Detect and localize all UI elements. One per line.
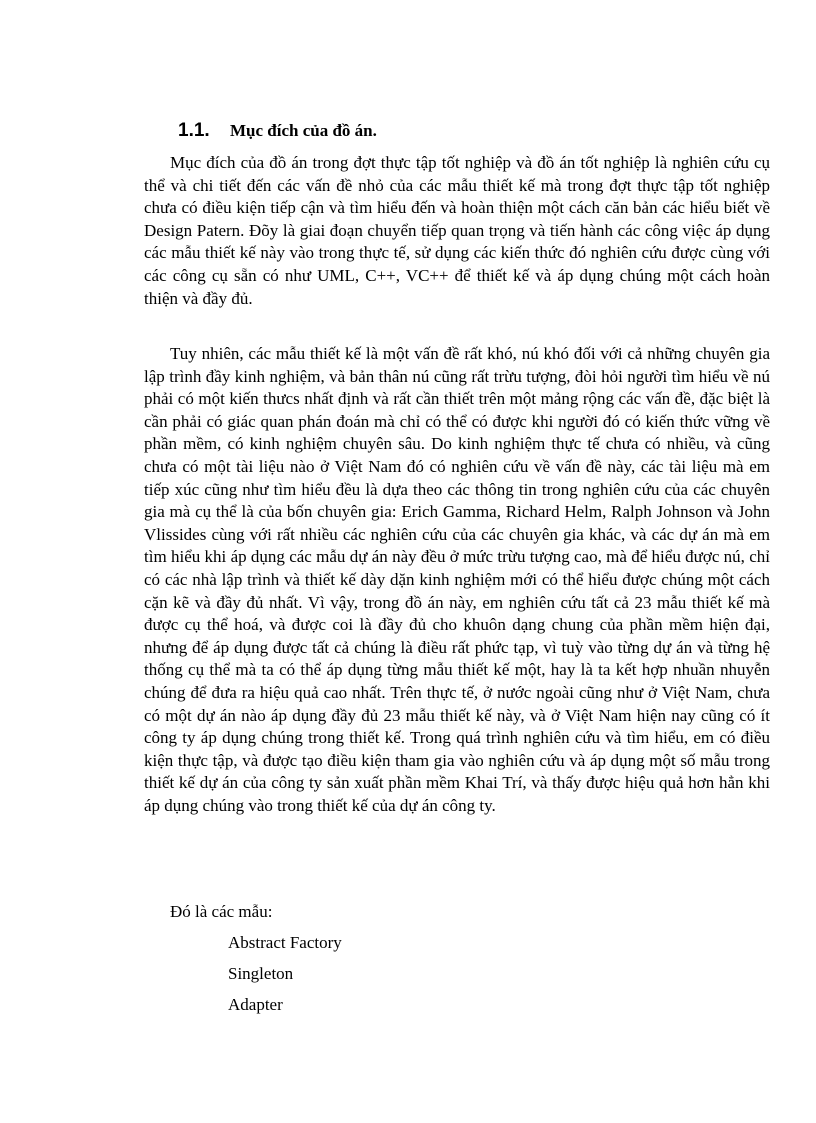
section-number: 1.1. — [178, 120, 210, 141]
section-heading — [178, 120, 377, 142]
list-item: Abstract Factory — [228, 933, 342, 952]
list-item: Adapter — [228, 995, 283, 1014]
pattern-list — [228, 932, 342, 1025]
paragraph-purpose: Mục đích của đồ án trong đợt thực tập tốt nghiệp và đồ án tốt nghiệp là nghiên cứu cụ thể và chi tiết đến các vấn đề nhỏ của các mẫu thiết kế mà trong đợt thực tập tốt nghiệp chưa có điều kiện tiếp cận và tìm hiểu đến và hoàn thiện một cách căn bản các hiểu biết về Design Patern. Đõy là giai đoạn chuyển tiếp quan trọng và tiến hành các công việc áp dụng các mẫu thiết kế này vào trong thực tế, sử dụng các kiến thức đó nghiên cứu được cùng với các công cụ sẵn có như UML, C++, VC++ để thiết kế và áp dụng chúng một cách hoàn thiện và đầy đủ. — [144, 153, 770, 308]
paragraph-challenges: Tuy nhiên, các mẫu thiết kế là một vấn đề rất khó, nú khó đối với cả những chuyên gia lập trình đầy kinh nghiệm, và bản thân nú cũng rất trừu tượng, đòi hỏi người tìm hiểu về nú phải có một kiến thưcs nhất định và rất cần thiết trên một mảng rộng các vấn đề, đặc biệt là cần phải có giác quan phán đoán mà chỉ có thể có được khi người đó có kiến thức vững về phần mềm, có kinh nghiệm chuyên sâu. Do kinh nghiệm thực tế chưa có nhiều, và cũng chưa có một tài liệu nào ở Việt Nam đó có nghiên cứu về vấn đề này, các tài liệu mà em tiếp xúc cũng như tìm hiểu đều là dựa theo các thông tin trong nghiên cứu của các chuyên gia mà cụ thể là của bốn chuyên gia: Erich Gamma, Richard Helm, Ralph Johnson và John Vlissides cùng với rất nhiều các nghiên cứu của các chuyên gia khác, và các dự án mà em tìm hiểu khi áp dụng các mẫu dự án này đều ở mức trừu tượng cao, mà để hiểu được nú, chỉ có các nhà lập trình và thiết kế dày dặn kinh nghiệm mới có thể hiểu được chúng một cách cặn kẽ và đầy đủ nhất. Vì vậy, trong đồ án này, em nghiên cứu tất cả 23 mẫu thiết kế mà được cụ thể hoá, và được coi là đầy đủ cho khuôn dạng chung của phần mềm hiện đại, nhưng để áp dụng được tất cả chúng là điều rất phức tạp, vì tuỳ vào từng dự án và từng hệ thống cụ thể mà ta có thể áp dụng từng mẫu thiết kế một, hay là ta kết hợp nhuần nhuyễn chúng để đưa ra hiệu quả cao nhất. Trên thực tế, ở nước ngoài cũng như ở Việt Nam, chưa có một dự án nào áp dụng đầy đủ 23 mẫu thiết kế này, và ở Việt Nam hiện nay cũng có ít công ty áp dụng chúng trong thiết kế. Trong quá trình nghiên cứu và tìm hiểu, em có điều kiện thực tập, và được tạo điều kiện tham gia vào nghiên cứu và áp dụng một số mẫu trong thiết kế dự án của công ty sản xuất phần mềm Khai Trí, và thấy được hiệu quả hơn hẳn khi áp dụng chúng vào trong thiết kế của dự án công ty. — [144, 344, 770, 815]
paragraph-patterns-intro: Đó là các mẫu: — [170, 902, 273, 921]
list-item: Singleton — [228, 964, 294, 983]
section-title: Mục đích của đồ án. — [230, 121, 377, 140]
